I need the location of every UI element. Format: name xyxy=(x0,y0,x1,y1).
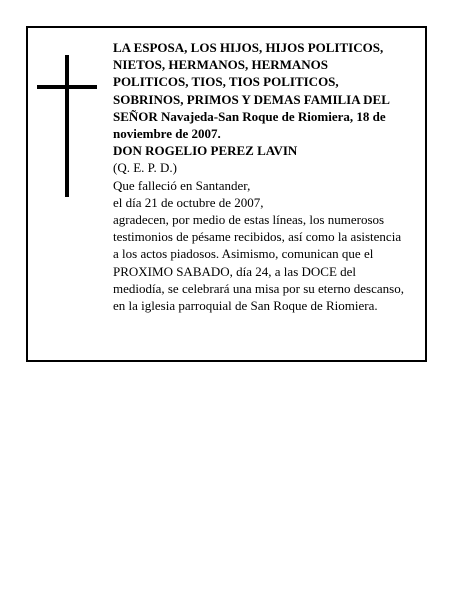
body-line: mediodía, se celebrará una misa por su eterno descanso, xyxy=(113,280,404,296)
deceased-name: DON ROGELIO PEREZ LAVIN xyxy=(113,143,298,159)
body-line: agradecen, por medio de estas líneas, los numerosos xyxy=(113,212,385,228)
cross-horizontal-bar xyxy=(37,85,97,89)
body-line: el día 21 de octubre de 2007, xyxy=(113,194,264,210)
rip-abbreviation: (Q. E. P. D.) xyxy=(113,160,177,176)
body-line: PROXIMO SABADO, día 24, a las DOCE del xyxy=(113,263,357,279)
header-line: POLITICOS, TIOS, TIOS POLITICOS, xyxy=(113,74,339,90)
cross-vertical-bar xyxy=(65,55,69,197)
cross-icon xyxy=(37,55,97,197)
header-line: LA ESPOSA, LOS HIJOS, HIJOS POLITICOS, xyxy=(113,40,384,55)
header-line: NIETOS, HERMANOS, HERMANOS xyxy=(113,57,329,73)
header-line: noviembre de 2007. xyxy=(113,126,221,142)
header-line: SEÑOR Navajeda-San Roque de Riomiera, 18 de xyxy=(113,108,386,124)
body-line: Que falleció en Santander, xyxy=(113,177,251,193)
body-line: testimonios de pésame recibidos, así como la asistencia xyxy=(113,229,402,245)
body-line: a los actos piadosos. Asimismo, comunican que el xyxy=(113,246,374,262)
header-line: SOBRINOS, PRIMOS Y DEMAS FAMILIA DEL xyxy=(113,91,390,107)
obituary-text xyxy=(113,39,421,314)
body-line: en la iglesia parroquial de San Roque de Riomiera. xyxy=(113,298,378,314)
